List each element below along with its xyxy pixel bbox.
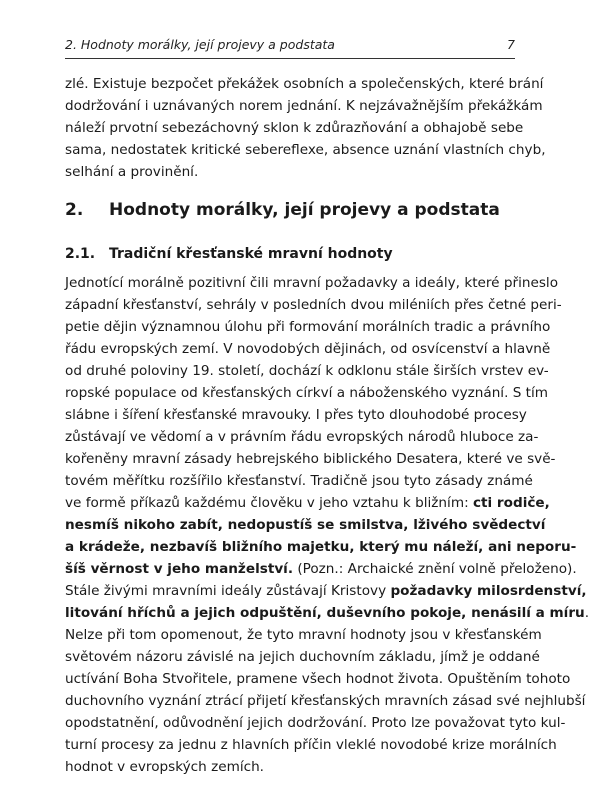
text-line <box>65 712 566 734</box>
intro-paragraph <box>65 73 546 183</box>
text-line <box>65 360 549 382</box>
bold-text-run: šíš věrnost v jeho manželství. <box>65 561 294 577</box>
bold-text-run: a krádeže, nezbavíš bližního majetku, který mu náleží, ani neporu- <box>65 539 577 555</box>
text-line <box>65 382 549 404</box>
section-number: 2. <box>65 200 84 220</box>
text-run: opodstatnění, odůvodnění jejich dodržování. Proto lze považovat tyto kul- <box>65 715 566 731</box>
text-run: Stále živými mravními ideály zůstávají Kristovy <box>65 583 391 599</box>
header-rule <box>65 58 515 59</box>
text-run: . <box>584 605 589 621</box>
text-line <box>65 624 542 646</box>
text-line <box>65 338 551 360</box>
text-run: tovém měřítku rozšířilo křesťanství. Tradičně jsou tyto zásady známé <box>65 473 533 489</box>
text-line: dodržování i uznávaných norem jednání. K nejzávažnějším překážkám <box>65 98 543 114</box>
bold-text-run: cti rodiče, <box>472 495 550 511</box>
text-run: hodnot v evropských zemích. <box>65 759 265 775</box>
text-run: kořeněny mravní zásady hebrejského biblického Desatera, které ve svě- <box>65 451 556 467</box>
text-run: Nelze při tom opomenout, že tyto mravní hodnoty jsou v křesťanském <box>65 627 542 643</box>
text-line <box>65 734 557 756</box>
subsection-title: Tradiční křesťanské mravní hodnoty <box>109 246 393 262</box>
text-line <box>65 426 539 448</box>
text-line: selhání a provinění. <box>65 164 199 180</box>
subsection-number: 2.1. <box>65 246 96 262</box>
text-line <box>65 514 546 536</box>
text-run: západní křesťanství, sehrály v posledních dvou miléniích přes četné peri- <box>65 297 562 313</box>
text-run: uctívání Boha Stvořitele, pramene všech hodnot života. Opuštěním tohoto <box>65 671 571 687</box>
bold-text-run: litování hříchů a jejich odpuštění, duševního pokoje, nenásilí a míru <box>65 605 585 621</box>
text-run: ropské populace od křesťanských církví a náboženského vyznání. S tím <box>65 385 549 401</box>
text-line <box>65 316 551 338</box>
text-line <box>65 558 577 580</box>
text-line <box>65 294 562 316</box>
text-run: od druhé poloviny 19. století, dochází k odklonu stále širších vrstev ev- <box>65 363 549 379</box>
text-line <box>65 492 550 514</box>
running-header-title: 2. Hodnoty morálky, její projevy a podstata <box>65 37 335 52</box>
running-header <box>65 36 515 54</box>
text-run: petie dějin významnou úlohu při formování morálních tradic a právního <box>65 319 551 335</box>
text-run: duchovního vyznání ztrácí přijetí křesťanských mravních zásad své nejhlubší <box>65 693 586 709</box>
text-line <box>65 404 527 426</box>
section-heading <box>65 198 515 222</box>
text-line <box>65 470 533 492</box>
subsection-heading <box>65 244 515 264</box>
main-paragraph <box>65 272 589 778</box>
bold-text-run: nesmíš nikoho zabít, nedopustíš se smilstva, lživého svědectví <box>65 517 546 533</box>
text-line <box>65 756 515 778</box>
text-line <box>65 690 586 712</box>
text-run: zůstávají ve vědomí a v právním řádu evropských národů hluboce za- <box>65 429 539 445</box>
text-line <box>65 536 577 558</box>
text-line: náleží prvotní sebezáchovný sklon k zdůrazňování a obhajobě sebe <box>65 120 524 136</box>
text-line: zlé. Existuje bezpočet překážek osobních a společenských, které brání <box>65 76 544 92</box>
text-run: světovém názoru závislé na jejich duchovním základu, jímž je oddané <box>65 649 540 665</box>
text-run: turní procesy za jednu z hlavních příčin vleklé novodobé krize morálních <box>65 737 557 753</box>
bold-text-run: požadavky milosrdenství, <box>390 583 587 599</box>
section-title: Hodnoty morálky, její projevy a podstata <box>109 200 500 220</box>
text-line <box>65 646 540 668</box>
text-run: ve formě příkazů každému člověku v jeho vztahu k bližním: <box>65 495 473 511</box>
text-line <box>65 668 571 690</box>
text-line <box>65 448 556 470</box>
text-line: sama, nedostatek kritické sebereflexe, absence uznání vlastních chyb, <box>65 142 546 158</box>
text-line <box>65 272 559 294</box>
text-run: slábne i šíření křesťanské mravouky. I přes tyto dlouhodobé procesy <box>65 407 527 423</box>
page-number: 7 <box>507 37 515 52</box>
text-run: Jednotící morálně pozitivní čili mravní požadavky a ideály, které přineslo <box>65 275 559 291</box>
text-run: řádu evropských zemí. V novodobých dějinách, od osvícenství a hlavně <box>65 341 551 357</box>
text-line <box>65 602 589 624</box>
text-run: (Pozn.: Archaické znění volně přeloženo). <box>293 561 577 577</box>
text-line <box>65 580 587 602</box>
